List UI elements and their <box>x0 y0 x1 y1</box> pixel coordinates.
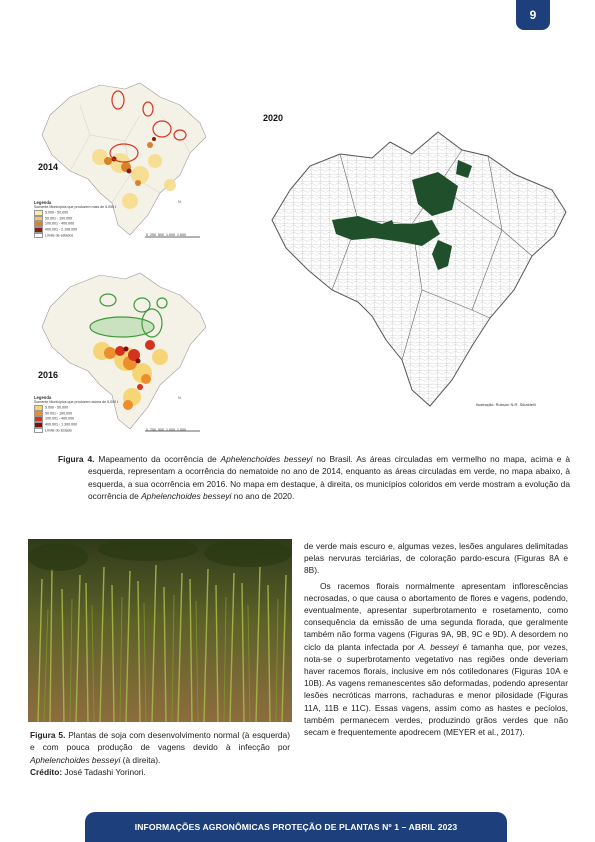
legend-subtitle: Somente Municípios que produzem acima de 5.000 t <box>34 400 119 404</box>
legend-item: 100.001 - 400.000 <box>34 416 144 422</box>
legend-item: Limite de estados <box>34 233 144 239</box>
page-number: 9 <box>516 0 550 30</box>
svg-text:N: N <box>178 395 181 400</box>
legend-item: Limite do Estado <box>34 428 144 434</box>
figure-4-caption <box>58 453 570 502</box>
legend-item: 50.001 - 100.000 <box>34 411 144 417</box>
map-2016-scale: 0 250 500 1.000 1.500 <box>146 428 186 432</box>
legend-title: Legenda <box>34 200 52 205</box>
map-2016-year: 2016 <box>38 370 59 380</box>
map-2020-year: 2020 <box>263 113 284 123</box>
legend-item: 400.001 - 1.300.000 <box>34 422 144 428</box>
caption-species: Aphelenchoides besseyi <box>30 754 121 765</box>
map-2020 <box>262 120 574 412</box>
legend-item: 5.000 - 50.000 <box>34 405 144 411</box>
svg-text:N: N <box>178 199 181 204</box>
map-2016-legend <box>34 395 144 434</box>
map-2020-credit: Ilustração: Rubson N.R. Sibaldelli <box>476 402 536 407</box>
legend-title: Legenda <box>34 395 52 400</box>
paragraph: Os racemos florais normalmente apresentam inflorescências necrosadas, o que causa o abortamento de flores e vagens, podendo, eventualmente, apresentar superbrotamento e rosetamento, como consequência da emissão de uma segunda florada, que geralmente também não forma vagens (Figuras 9A, 9B, 9C e 9D). A desordem no ciclo da planta infectada por A. besseyi é tamanha que, por vezes, nota-se o superbrotamento vegetativo nas regiões onde deveriam haver racemos florais, inclusive em nós cotiledonares (Figuras 10A e 10B). As vagens remanescentes são deformadas, podendo apresentar lesões necróticas marrons, rachaduras e menor pilosidade (Figuras 11A, 11B e 11C). Essas vagens, assim como as hastes e pecíolos, também permanecem verdes, produzindo grãos verdes que não secam e frequentemente apodrecem (MEYER et al., 2017). <box>304 580 568 738</box>
soybean-photo <box>28 539 292 722</box>
caption-text: (à direita). <box>120 754 161 765</box>
legend-item: 400.001 - 2.108.000 <box>34 227 144 233</box>
legend-subtitle: Somente Municípios que produzem mais de 5.000 t <box>34 205 117 209</box>
caption-text: Mapeamento da ocorrência de <box>94 454 221 464</box>
legend-item: 5.000 - 50.000 <box>34 210 144 216</box>
footer-bar: INFORMAÇÕES AGRONÔMICAS PROTEÇÃO DE PLANTAS Nº 1 – ABRIL 2023 <box>85 812 507 842</box>
figure-4-label: Figura 4. <box>58 454 95 464</box>
figure-5-label: Figura 5. <box>30 730 66 740</box>
photo-credit: Crédito: José Tadashi Yorinori. <box>30 767 146 777</box>
body-text <box>304 540 568 738</box>
map-2014-year: 2014 <box>38 162 59 172</box>
caption-text: no Brasil. As áreas circuladas em vermelho no mapa, acima e à esquerda, representam a ocorrência do nematoide no ano de 2014, enquanto as áreas circuladas em verde, no mapa abaixo, à esquerda, a sua ocorrência em 2016. No mapa em destaque, à direita, os municípios coloridos em verde mostram a evolução da ocorrência de <box>88 454 570 501</box>
caption-text: Plantas de soja com desenvolvimento normal (à esquerda) e com pouca produção de vagens devido à infecção por <box>30 730 290 753</box>
legend-item: 50.001 - 100.000 <box>34 216 144 222</box>
paragraph: de verde mais escuro e, algumas vezes, lesões angulares delimitadas pelas nervuras terciárias, de coloração pardo-escura (Figuras 8A e 8B). <box>304 541 568 576</box>
caption-species: Aphelenchoides besseyi <box>141 490 232 501</box>
map-2014-legend <box>34 200 144 239</box>
caption-text: no ano de 2020. <box>231 490 295 501</box>
legend-item: 100.001 - 400.000 <box>34 221 144 227</box>
caption-species: Aphelenchoides besseyi <box>220 454 313 464</box>
figure-5-caption <box>30 729 290 766</box>
map-2014-scale: 0 250 500 1.000 1.500 <box>146 233 186 237</box>
